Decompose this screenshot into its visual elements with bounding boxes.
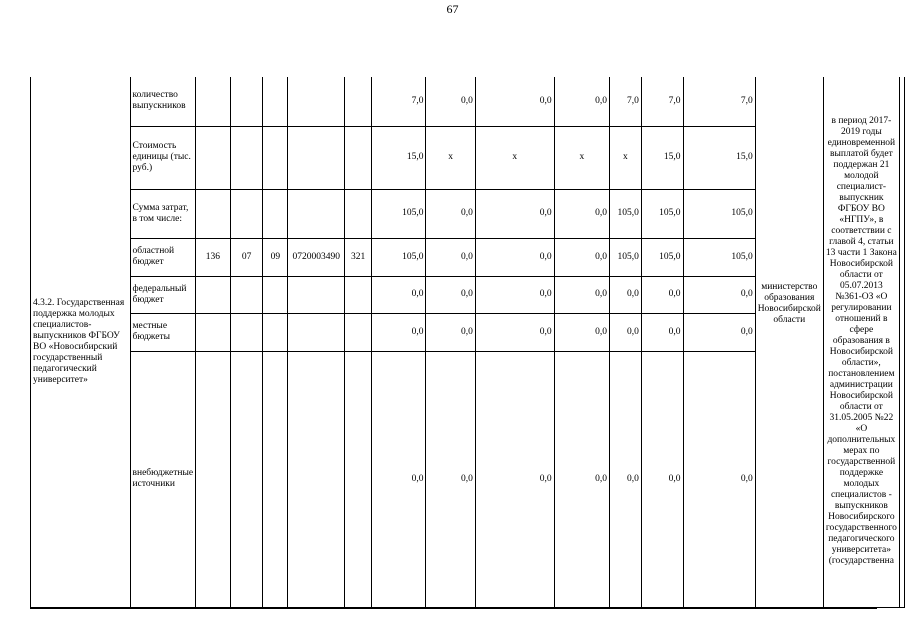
year-2019-cell: 0,0 bbox=[683, 313, 755, 351]
vr-cell bbox=[345, 126, 372, 189]
total-cell: 0,0 bbox=[371, 313, 425, 351]
year-2014-cell: 0,0 bbox=[426, 276, 475, 313]
total-cell: 15,0 bbox=[371, 126, 425, 189]
year-2015-cell: 0,0 bbox=[475, 276, 554, 313]
grbs-cell bbox=[196, 126, 231, 189]
executor-text: министерство образования Новосибирской области bbox=[757, 281, 821, 325]
year-2014-cell: 0,0 bbox=[426, 189, 475, 238]
measure-name-cell: 4.3.2. Государственная поддержка молодых специалистов-выпускников ФГБОУ ВО «Новосибирский государственный педагогический университет» bbox=[31, 77, 131, 607]
vr-cell bbox=[345, 77, 372, 126]
year-2015-cell: 0,0 bbox=[475, 351, 554, 607]
year-2016-cell: 0,0 bbox=[554, 351, 609, 607]
pr-cell bbox=[263, 351, 288, 607]
year-2018-cell: 15,0 bbox=[641, 126, 683, 189]
vr-cell: 321 bbox=[345, 238, 372, 276]
total-cell: 0,0 bbox=[371, 276, 425, 313]
year-2017-cell: x bbox=[609, 126, 641, 189]
year-2019-cell: 15,0 bbox=[683, 126, 755, 189]
year-2019-cell: 7,0 bbox=[683, 77, 755, 126]
pr-cell bbox=[263, 126, 288, 189]
total-cell: 105,0 bbox=[371, 189, 425, 238]
csr-cell bbox=[288, 313, 345, 351]
total-cell: 0,0 bbox=[371, 351, 425, 607]
rz-cell bbox=[230, 313, 263, 351]
year-2017-cell: 0,0 bbox=[609, 313, 641, 351]
year-2015-cell: 0,0 bbox=[475, 77, 554, 126]
year-2014-cell: 0,0 bbox=[426, 351, 475, 607]
csr-cell bbox=[288, 351, 345, 607]
csr-cell bbox=[288, 189, 345, 238]
row-label: внебюджетные источники bbox=[130, 351, 196, 607]
pr-cell bbox=[263, 313, 288, 351]
year-2015-cell: x bbox=[475, 126, 554, 189]
rz-cell bbox=[230, 276, 263, 313]
year-2017-cell: 7,0 bbox=[609, 77, 641, 126]
total-cell: 7,0 bbox=[371, 77, 425, 126]
csr-cell bbox=[288, 276, 345, 313]
executor-cell bbox=[755, 77, 823, 607]
year-2018-cell: 0,0 bbox=[641, 313, 683, 351]
total-cell: 105,0 bbox=[371, 238, 425, 276]
grbs-cell: 136 bbox=[196, 238, 231, 276]
year-2014-cell: x bbox=[426, 126, 475, 189]
row-label: местные бюджеты bbox=[130, 313, 196, 351]
csr-cell bbox=[288, 77, 345, 126]
rz-cell bbox=[230, 77, 263, 126]
year-2018-cell: 7,0 bbox=[641, 77, 683, 126]
year-2015-cell: 0,0 bbox=[475, 189, 554, 238]
pr-cell bbox=[263, 189, 288, 238]
year-2017-cell: 0,0 bbox=[609, 351, 641, 607]
grbs-cell bbox=[196, 313, 231, 351]
year-2016-cell: x bbox=[554, 126, 609, 189]
year-2016-cell: 0,0 bbox=[554, 313, 609, 351]
year-2016-cell: 0,0 bbox=[554, 238, 609, 276]
row-label: Стоимость единицы (тыс. руб.) bbox=[130, 126, 196, 189]
year-2016-cell: 0,0 bbox=[554, 77, 609, 126]
grbs-cell bbox=[196, 77, 231, 126]
year-2018-cell: 105,0 bbox=[641, 189, 683, 238]
csr-cell: 0720003490 bbox=[288, 238, 345, 276]
row-label: федеральный бюджет bbox=[130, 276, 196, 313]
note-cell: в период 2017-2019 годы единовременной выплатой будет поддержан 21 молодой специалист-выпускник ФГБОУ ВО «НГПУ», в соответствии с главой 4, статьи 13 части 1 Закона Новосибирской области от 05.07.2013 №361-ОЗ «О регулировании отношений в сфере образования в Новосибирской области», постановлением администрации Новосибирской области от 31.05.2005 №22 «О дополнительных мерах по государственной поддержке молодых специалистов - выпускников Новосибирского государственного педагогического университета» (государственна bbox=[823, 77, 899, 607]
year-2017-cell: 105,0 bbox=[609, 238, 641, 276]
grbs-cell bbox=[196, 351, 231, 607]
rz-cell bbox=[230, 126, 263, 189]
year-2016-cell: 0,0 bbox=[554, 189, 609, 238]
grbs-cell bbox=[196, 276, 231, 313]
rz-cell: 07 bbox=[230, 238, 263, 276]
vr-cell bbox=[345, 276, 372, 313]
year-2014-cell: 0,0 bbox=[426, 313, 475, 351]
year-2014-cell: 0,0 bbox=[426, 238, 475, 276]
year-2019-cell: 0,0 bbox=[683, 276, 755, 313]
rz-cell bbox=[230, 189, 263, 238]
year-2014-cell: 0,0 bbox=[426, 77, 475, 126]
row-label: Сумма затрат, в том числе: bbox=[130, 189, 196, 238]
budget-table bbox=[30, 77, 905, 608]
year-2016-cell: 0,0 bbox=[554, 276, 609, 313]
vr-cell bbox=[345, 351, 372, 607]
year-2018-cell: 0,0 bbox=[641, 351, 683, 607]
row-label: областной бюджет bbox=[130, 238, 196, 276]
pr-cell bbox=[263, 77, 288, 126]
year-2015-cell: 0,0 bbox=[475, 313, 554, 351]
page-number: 67 bbox=[446, 2, 459, 16]
year-2018-cell: 105,0 bbox=[641, 238, 683, 276]
csr-cell bbox=[288, 126, 345, 189]
edge-cell bbox=[899, 77, 904, 607]
year-2019-cell: 105,0 bbox=[683, 189, 755, 238]
vr-cell bbox=[345, 189, 372, 238]
year-2019-cell: 0,0 bbox=[683, 351, 755, 607]
year-2017-cell: 105,0 bbox=[609, 189, 641, 238]
row-label: количество выпускников bbox=[130, 77, 196, 126]
grbs-cell bbox=[196, 189, 231, 238]
year-2018-cell: 0,0 bbox=[641, 276, 683, 313]
year-2019-cell: 105,0 bbox=[683, 238, 755, 276]
pr-cell: 09 bbox=[263, 238, 288, 276]
rz-cell bbox=[230, 351, 263, 607]
pr-cell bbox=[263, 276, 288, 313]
table-row bbox=[31, 77, 905, 126]
vr-cell bbox=[345, 313, 372, 351]
year-2017-cell: 0,0 bbox=[609, 276, 641, 313]
year-2015-cell: 0,0 bbox=[475, 238, 554, 276]
table-bottom-rule bbox=[30, 607, 877, 609]
